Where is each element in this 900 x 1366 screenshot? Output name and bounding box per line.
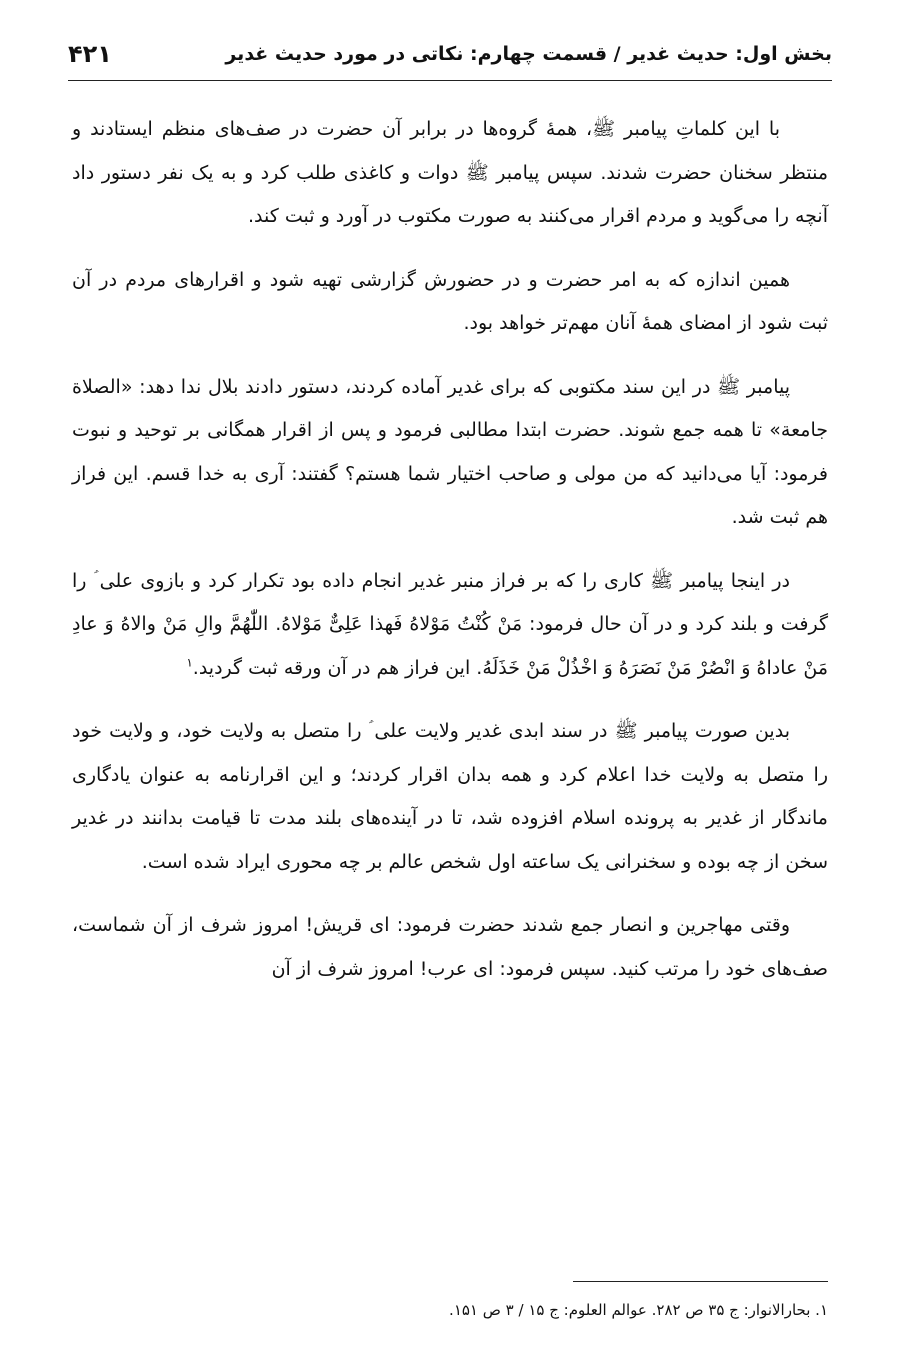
body-text xyxy=(72,108,828,1011)
footnote-marker: ۱ xyxy=(186,655,193,670)
paragraph-5: بدین صورت پیامبر ﷺ در سند ابدی غدیر ولایت علی ؑ را متصل به ولایت خود، و ولایت خود را متصل به ولایت خدا اعلام کرد و همه بدان اقرار کردند؛ و این اقرارنامه به عنوان یادگاری ماندگار از غدیر به پرونده اسلام افزوده شد، تا در آینده‌های بلند مدت تا قیامت بدانند در غدیر سخن از چه بوده و سخنرانی یک ساعته اول شخص عالم بر چه محوری ایراد شده است. xyxy=(72,720,828,873)
page-number: ۴۲۱ xyxy=(68,40,112,68)
header-title: بخش اول: حدیث غدیر / قسمت چهارم: نکاتی در مورد حدیث غدیر xyxy=(225,43,832,65)
paragraph-4-text: در اینجا پیامبر ﷺ کاری را که بر فراز منبر غدیر انجام داده بود تکرار کرد و بازوی علی ؑ را گرفت و بلند کرد و در آن حال فرمود: مَنْ کُنْتُ مَوْلاهُ فَهذا عَلِیٌّ مَوْلاهُ. اللّٰهُمَّ والِ مَنْ والاهُ وَ عادِ مَنْ عاداهُ وَ انْصُرْ مَنْ نَصَرَهُ وَ اخْذُلْ مَنْ خَذَلَهُ. این فراز هم در آن ورقه ثبت گردید. xyxy=(72,569,828,679)
paragraph-4 xyxy=(72,560,828,691)
paragraph-1: با این کلماتِ پیامبر ﷺ، همهٔ گروه‌ها در برابر آن حضرت در صف‌های منظم ایستادند و منتظر سخنان حضرت شدند. سپس پیامبر ﷺ دوات و کاغذی طلب کرد و به یک نفر دستور داد آنچه را می‌گوید و مردم اقرار می‌کنند به صورت مکتوب در آورد و ثبت کند. xyxy=(72,118,828,227)
footnote: ۱. بحارالانوار: ج ۳۵ ص ۲۸۲. عوالم العلوم: ج ۱۵ / ۳ ص ۱۵۱. xyxy=(449,1301,828,1319)
paragraph-6: وقتی مهاجرین و انصار جمع شدند حضرت فرمود: ای قریش! امروز شرف از آن شماست، صف‌های خود را مرتب کنید. سپس فرمود: ای عرب! امروز شرف از آن xyxy=(72,914,828,980)
paragraph-2: همین اندازه که به امر حضرت و در حضورش گزارشی تهیه شود و اقرارهای مردم در آن ثبت شود از امضای همهٔ آنان مهم‌تر خواهد بود. xyxy=(72,268,828,334)
paragraph-3: پیامبر ﷺ در این سند مکتوبی که برای غدیر آماده کردند، دستور دادند بلال ندا دهد: «الصلاة جامعة» تا همه جمع شوند. حضرت ابتدا مطالبی فرمود و پس از اقرار همگانی بر توحید و نبوت فرمود: آیا می‌دانید که من مولی و صاحب اختیار شما هستم؟ گفتند: آری به خدا قسم. این فراز هم ثبت شد. xyxy=(72,375,828,528)
running-header xyxy=(68,28,832,81)
footnote-divider xyxy=(573,1281,828,1282)
